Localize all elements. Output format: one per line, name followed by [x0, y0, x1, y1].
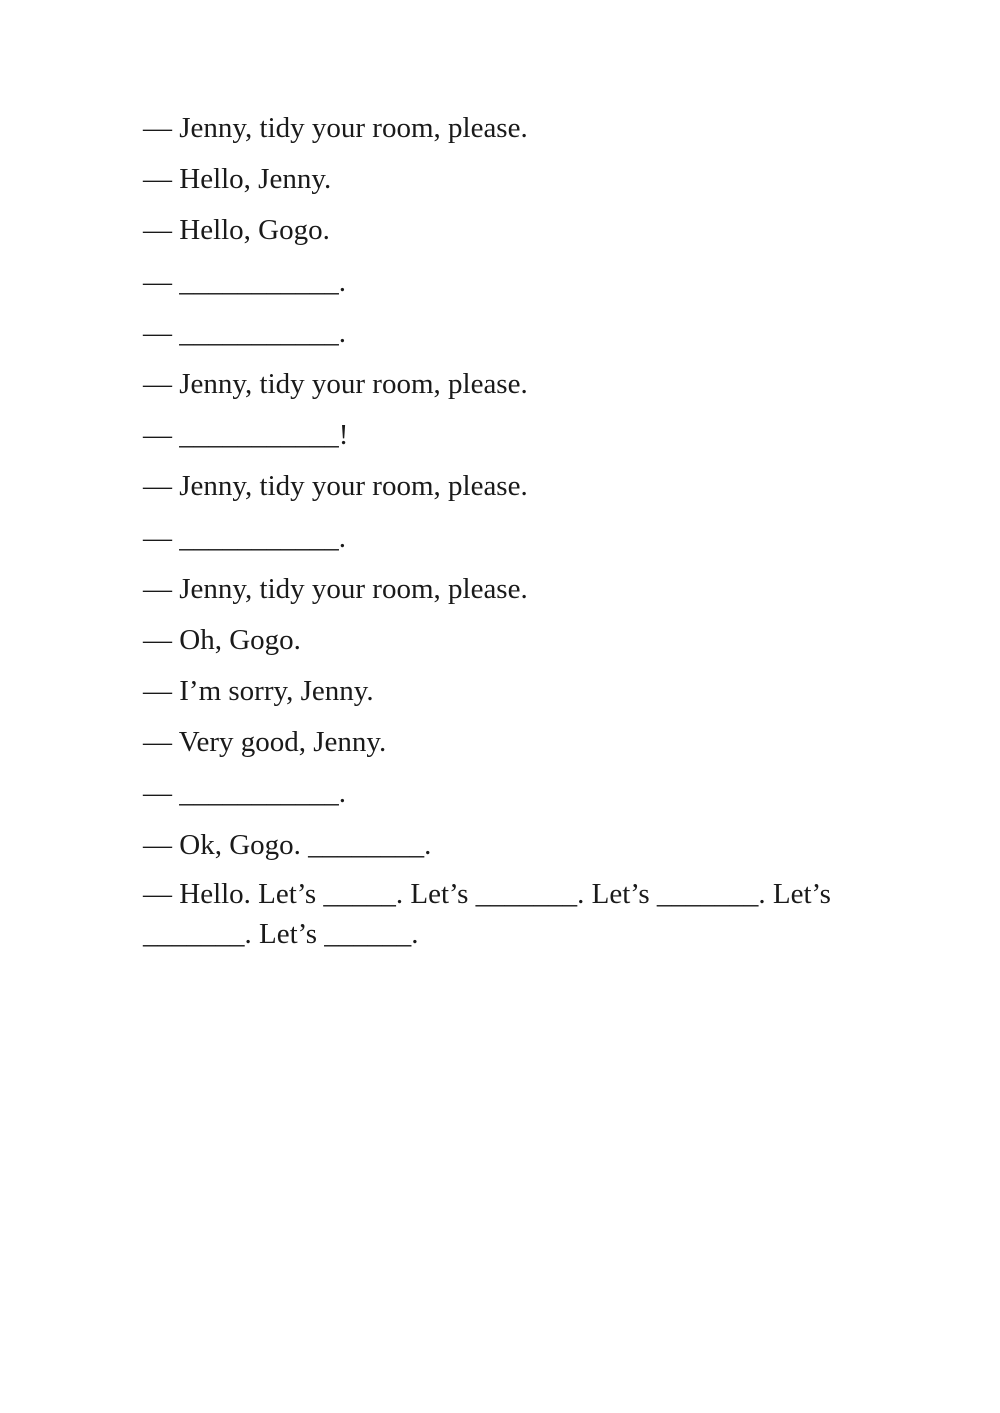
dialogue-line-blank: — ___________. [143, 521, 346, 554]
dialogue-line: — Jenny, tidy your room, please. [143, 470, 528, 503]
dialogue-line: — Ok, Gogo. ________. [143, 828, 432, 861]
dialogue-line: — Hello, Gogo. [143, 214, 330, 247]
dialogue-list [143, 106, 883, 954]
dialogue-line: — I’m sorry, Jenny. [143, 675, 374, 708]
dialogue-line: — Jenny, tidy your room, please. [143, 112, 528, 144]
dialogue-line: — Jenny, tidy your room, please. [143, 367, 528, 400]
dialogue-line-lets: — Hello. Let’s _____. Let’s _______. Let’s _______. Let’s _______. Let’s ______. [143, 877, 831, 950]
dialogue-line-blank: — ___________. [143, 265, 346, 298]
dialogue-line-blank: — ___________. [143, 316, 346, 349]
dialogue-line: — Oh, Gogo. [143, 623, 301, 656]
dialogue-line: — Very good, Jenny. [143, 726, 387, 759]
dialogue-line: — Jenny, tidy your room, please. [143, 572, 528, 605]
dialogue-line-blank: — ___________! [143, 419, 349, 452]
dialogue-line: — Hello, Jenny. [143, 163, 332, 196]
dialogue-line-blank: — ___________. [143, 777, 346, 810]
